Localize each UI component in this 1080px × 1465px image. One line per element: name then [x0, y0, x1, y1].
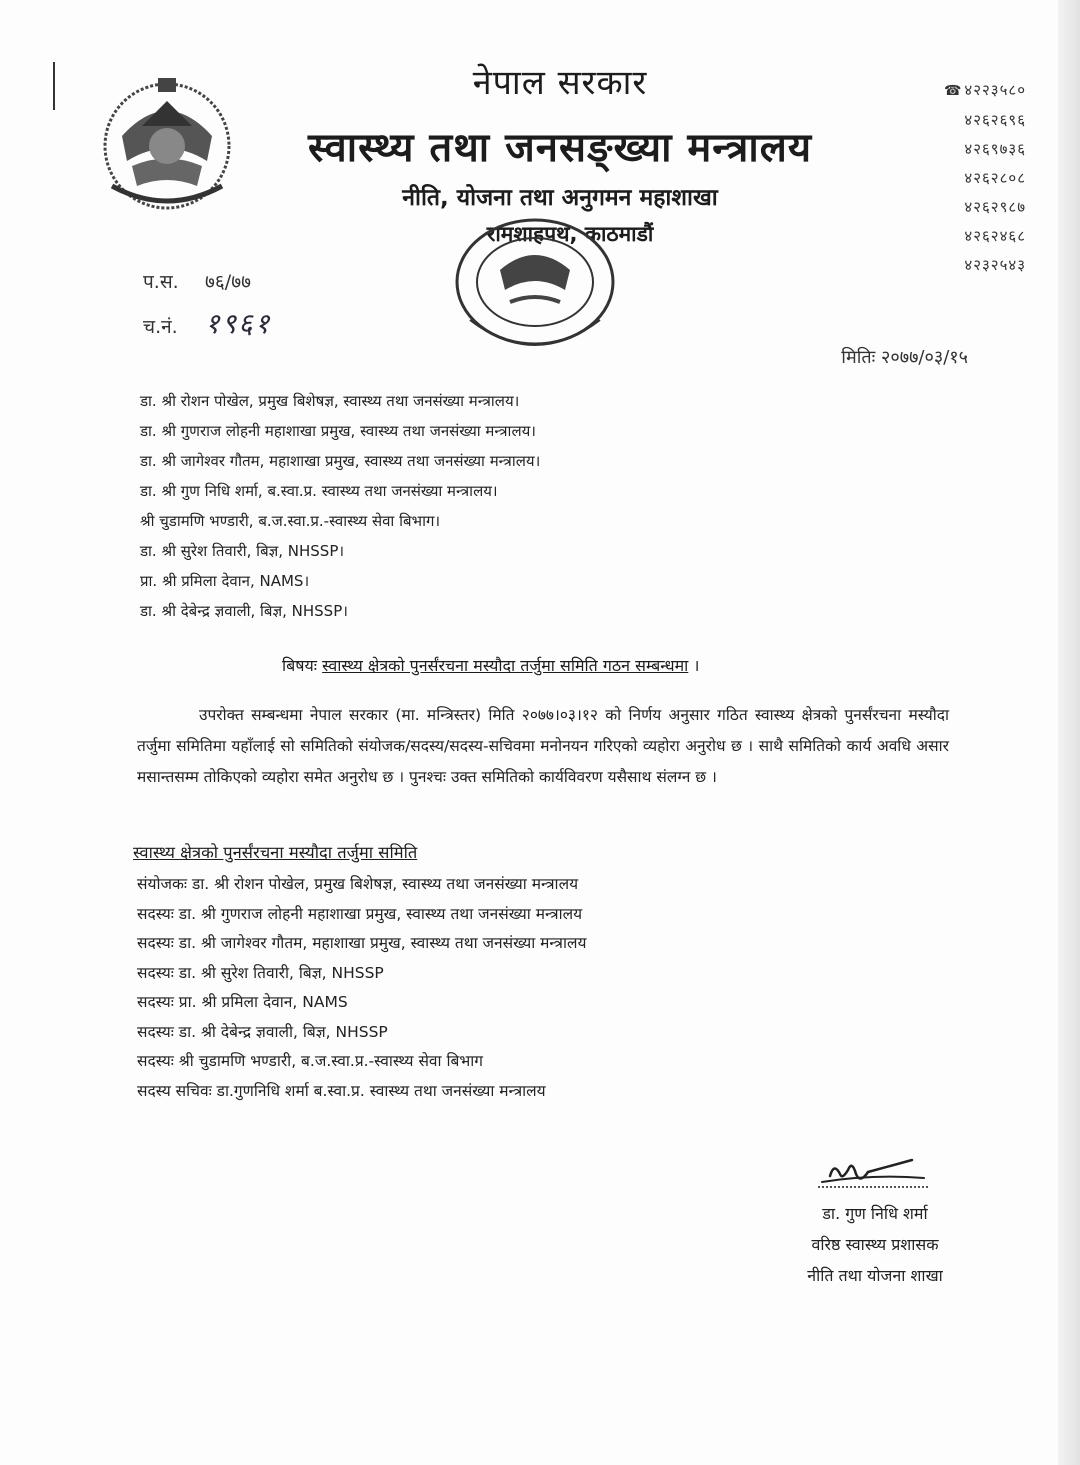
reference-block — [143, 268, 271, 340]
signature-line — [818, 1186, 928, 1188]
recipient-line: डा. श्री गुणराज लोहनी महाशाखा प्रमुख, स्वास्थ्य तथा जनसंख्या मन्त्रालय। — [140, 422, 536, 440]
cn-label: च.नं. — [143, 316, 178, 338]
phone-list — [944, 76, 1026, 280]
committee-title: स्वास्थ्य क्षेत्रको पुनर्संरचना मस्यौदा तर्जुमा समिति — [133, 843, 418, 862]
office-location: रामशाहपथ, काठमाडौं — [486, 222, 654, 246]
signatory-name: डा. गुण निधि शर्मा — [822, 1204, 928, 1223]
nepal-emblem-logo — [92, 66, 242, 216]
office-stamp — [440, 210, 630, 360]
recipient-line: डा. श्री सुरेश तिवारी, बिज्ञ, NHSSP। — [140, 542, 345, 560]
committee-member: सदस्यः डा. श्री जागेश्वर गौतम, महाशाखा प्रमुख, स्वास्थ्य तथा जनसंख्या मन्त्रालय — [137, 934, 587, 952]
signatory-title: वरिष्ठ स्वास्थ्य प्रशासक — [811, 1235, 939, 1254]
phone-number: ४२२३५८० — [964, 81, 1026, 99]
telephone-icon: ☎ — [943, 83, 963, 99]
committee-member: सदस्यः प्रा. श्री प्रमिला देवान, NAMS — [137, 993, 348, 1011]
committee-member: संयोजकः डा. श्री रोशन पोखेल, प्रमुख बिशेषज्ञ, स्वास्थ्य तथा जनसंख्या मन्त्रालय — [137, 875, 579, 893]
subject-label: बिषयः — [282, 656, 318, 675]
scan-mark — [53, 62, 55, 110]
subject-line — [282, 654, 699, 676]
scan-edge — [1058, 0, 1080, 1465]
phone-number: ४२६२४६८ — [964, 227, 1026, 245]
phone-number: ४२६२९८७ — [964, 198, 1026, 216]
cn-value: १९६१ — [205, 307, 272, 340]
recipient-line: डा. श्री गुण निधि शर्मा, ब.स्वा.प्र. स्वास्थ्य तथा जनसंख्या मन्त्रालय। — [140, 482, 498, 500]
letter-body: उपरोक्त सम्बन्धमा नेपाल सरकार (मा. मन्त्रिस्तर) मिति २०७७।०३।१२ को निर्णय अनुसार गठित स्वास्थ्य क्षेत्रको पुनर्संरचना मस्यौदा तर्जुमा समितिमा यहाँलाई सो समितिको संयोजक/सदस्य/सदस्य-सचिवमा मनोनयन गरिएको व्यहोरा अनुरोध छ । साथै समितिको कार्य अवधि असार मसान्तसम्म तोकिएको व्यहोरा समेत अनुरोध छ । पुनश्चः उक्त समितिको कार्यविवरण यसैसाथ संलग्न छ । — [137, 706, 949, 786]
recipient-line: डा. श्री जागेश्वर गौतम, महाशाखा प्रमुख, स्वास्थ्य तथा जनसंख्या मन्त्रालय। — [140, 452, 541, 470]
recipient-line: डा. श्री रोशन पोखेल, प्रमुख बिशेषज्ञ, स्वास्थ्य तथा जनसंख्या मन्त्रालय। — [140, 392, 520, 410]
recipient-line: श्री चुडामणि भण्डारी, ब.ज.स्वा.प्र.-स्वास्थ्य सेवा बिभाग। — [140, 512, 441, 530]
committee-member-list — [137, 870, 857, 1106]
division-heading: नीति, योजना तथा अनुगमन महाशाखा — [402, 185, 718, 211]
government-heading: नेपाल सरकार — [472, 63, 648, 103]
phone-number: ४२६२६९६ — [964, 111, 1026, 129]
signatory-block — [790, 1198, 960, 1291]
committee-member: सदस्यः डा. श्री गुणराज लोहनी महाशाखा प्रमुख, स्वास्थ्य तथा जनसंख्या मन्त्रालय — [137, 904, 583, 923]
subject-end: । — [688, 656, 700, 675]
committee-member: सदस्यः डा. श्री सुरेश तिवारी, बिज्ञ, NHSSP — [137, 963, 384, 982]
recipient-line: डा. श्री देबेन्द्र ज्ञवाली, बिज्ञ, NHSSP। — [140, 602, 348, 620]
recipient-list — [140, 386, 760, 626]
subject-text: स्वास्थ्य क्षेत्रको पुनर्संरचना मस्यौदा तर्जुमा समिति गठन सम्बन्धमा — [322, 656, 689, 675]
ministry-heading: स्वास्थ्य तथा जनसङ्ख्या मन्त्रालय — [307, 124, 813, 171]
committee-member: सदस्य सचिवः डा.गुणनिधि शर्मा ब.स्वा.प्र. स्वास्थ्य तथा जनसंख्या मन्त्रालय — [137, 1081, 546, 1100]
signatory-office: नीति तथा योजना शाखा — [807, 1266, 943, 1285]
letter-date: मितिः २०७७/०३/१५ — [841, 347, 968, 368]
phone-number: ४२६२८०८ — [964, 169, 1026, 187]
committee-member: सदस्यः श्री चुडामणि भण्डारी, ब.ज.स्वा.प्र.-स्वास्थ्य सेवा बिभाग — [137, 1052, 483, 1070]
phone-number: ४२६९७३६ — [964, 140, 1026, 158]
committee-member: सदस्यः डा. श्री देबेन्द्र ज्ञवाली, बिज्ञ, NHSSP — [137, 1022, 388, 1041]
ps-label: प.स. — [143, 271, 179, 293]
recipient-line: प्रा. श्री प्रमिला देवान, NAMS। — [140, 572, 310, 590]
phone-number: ४२३२५४३ — [964, 256, 1026, 274]
ps-value: ७६/७७ — [205, 271, 251, 293]
